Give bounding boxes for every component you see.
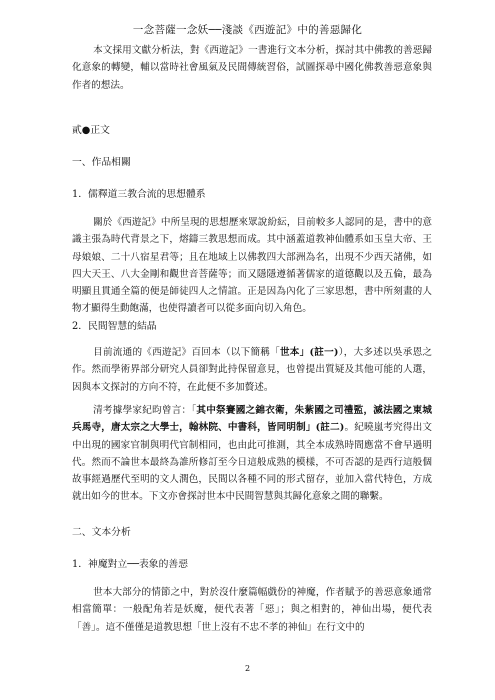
p2-text-bold: 其中祭賽國之錦衣衛，朱紫國之司禮監，滅法國之東城兵馬寺，唐太宗之大學士，翰林院、中書科，皆同明制」(註二) (72, 405, 433, 434)
section-heading-main: 貳●正文 (72, 125, 110, 136)
part2-sub1-heading: 1．神魔對立──表象的善惡 (72, 559, 188, 570)
part1-sub2-paragraph-2 (72, 402, 432, 506)
p2-text-a: 清考據學家紀昀曾言：「 (93, 405, 197, 416)
page-title: 一念菩薩一念妖──淺談《西遊記》中的善惡歸化 (132, 24, 363, 36)
p1-text-bold: 世本」(註一) (279, 347, 339, 358)
part1-heading: 一、作品相關 (72, 157, 131, 168)
part2-heading: 二、文本分析 (72, 527, 131, 538)
p1-text-a: 目前流通的《西遊記》百回本（以下簡稱「 (93, 347, 280, 358)
p1-text-c: ），大多述以吳承恩之作。然而學術界部分研究人員卻對此持保留意見，也曾提出質疑及其他可能的人選，因與本文探討的方向不符，在此便不多加贅述。 (72, 347, 433, 393)
page-number: 2 (244, 664, 251, 673)
part2-sub1-paragraph: 世本大部分的情節之中，對於沒什麼篇幅戲份的神魔，作者賦予的善惡意象通常相當簡單：一般配角若是妖魔，便代表著「惡」；與之相對的，神仙出場，便代表「善」。這不僅僅是道教思想「世上沒有不忠不孝的神仙」在行文中的 (72, 587, 432, 633)
part1-sub1-paragraph: 關於《西遊記》中所呈現的思想歷來眾說紛紜，目前較多人認同的是，書中的意識主張為時代背景之下，熔鑄三教思想而成。其中涵蓋道教神仙體系如玉皇大帝、王母娘娘、二十八宿星君等；且在地域上以佛教四大部洲為名，出現不少西天諸佛，如四大天王、八大金剛和觀世音菩薩等；而又隱隱遵循著儒家的道德觀以及五倫，最為明顯且貫通全篇的便是師徒四人之情誼。正是因為內化了三家思想，書中所刻畫的人物才顯得生動飽滿，也使得讀者可以從多面向切入角色。 (72, 217, 432, 315)
intro-paragraph: 本文採用文獻分析法，對《西遊記》一書進行文本分析，探討其中佛教的善惡歸化意象的轉變，輔以當時社會風氣及民間傳統習俗，試圖探尋中國化佛教善惡意象與作者的想法。 (72, 45, 432, 91)
part1-sub2-paragraph-1 (72, 344, 432, 396)
part1-sub1-heading: 1．儒釋道三教合流的思想體系 (72, 189, 206, 200)
p2-text-c: 。紀曉嵐考究得出文中出現的國家官制與明代官制相同，也由此可推測，其全本成熟時間應當不會早過明代。然而不論世本最終為誰所修訂至今日這般成熟的模樣，不可否認的是西行這般個故事經過歷代至明的文人潤色，民間以各種不同的形式留存，並加入當代特色，方成就出如今的世本。下文亦會探討世本中民間智慧與其歸化意象之間的聯繫。 (72, 422, 433, 503)
part1-sub2-heading: 2．民間智慧的結晶 (72, 321, 157, 332)
